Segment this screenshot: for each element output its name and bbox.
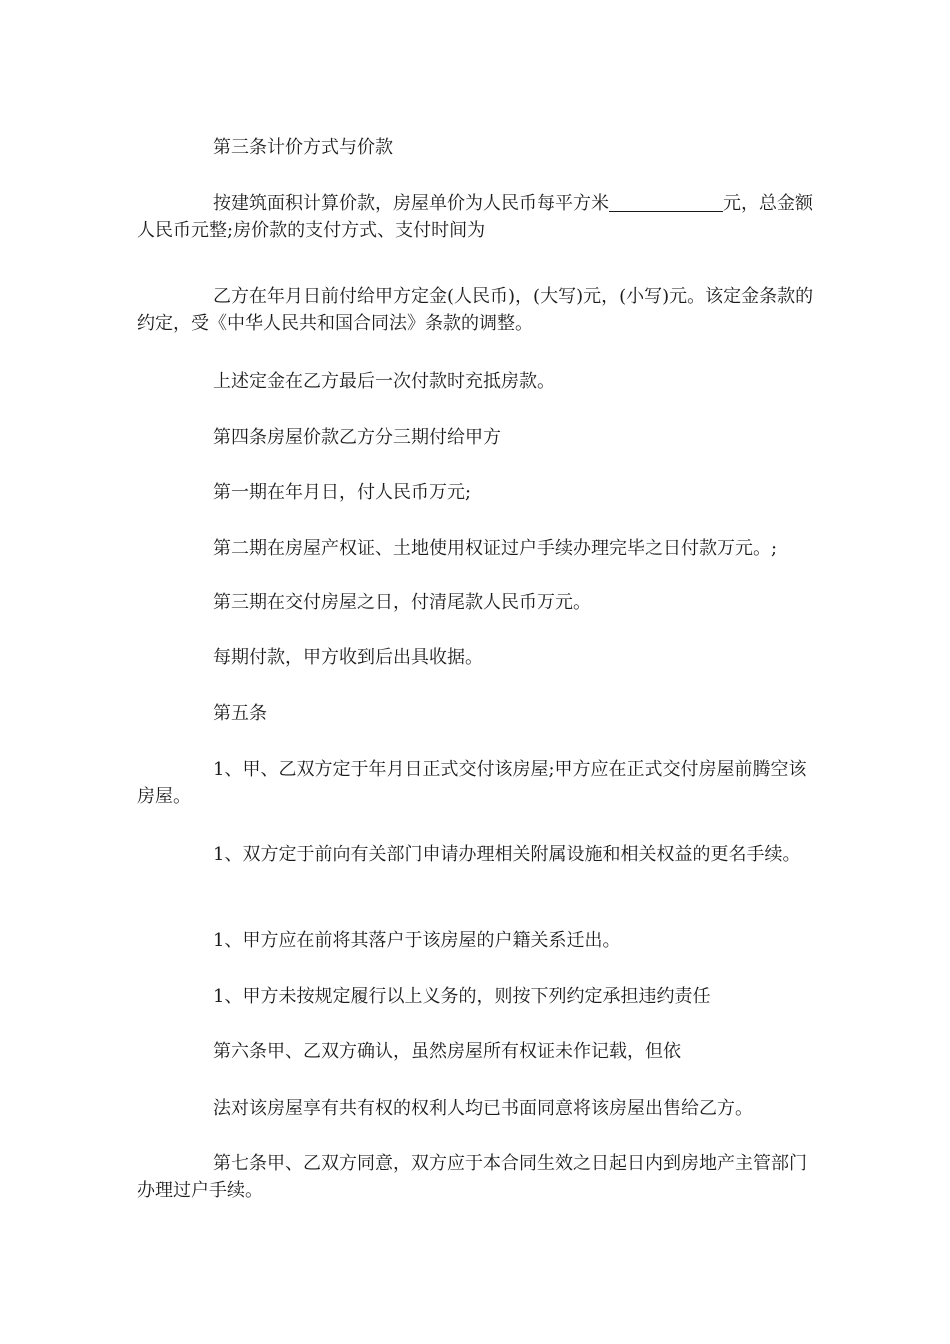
deposit-offset-text: 上述定金在乙方最后一次付款时充抵房款。 xyxy=(213,371,555,392)
price-blank-line xyxy=(609,193,723,212)
article-5-item-rename xyxy=(137,841,817,868)
co-owner-consent-text: 法对该房屋享有共有权的权利人均已书面同意将该房屋出售给乙方。 xyxy=(213,1098,753,1119)
article-7-text: 第七条甲、乙双方同意，双方应于本合同生效之日起日内到房地产主管部门办理过户手续。 xyxy=(137,1153,807,1201)
deposit-text: 乙方在年月日前付给甲方定金(人民币)，(大写)元，(小写)元。该定金条款的约定，受《中华人民共和国合同法》条款的调整。 xyxy=(137,286,814,334)
installment-2-text: 第二期在房屋产权证、土地使用权证过户手续办理完毕之日付款万元。; xyxy=(213,538,778,559)
article-5-heading xyxy=(137,700,817,727)
article-4-heading xyxy=(137,424,817,451)
article-7-paragraph xyxy=(137,1150,817,1204)
co-owner-consent xyxy=(137,1095,817,1122)
article-6-heading xyxy=(137,1038,817,1065)
article-5-item-breach xyxy=(137,983,817,1010)
article-4-heading-text: 第四条房屋价款乙方分三期付给甲方 xyxy=(213,427,501,448)
installment-3 xyxy=(137,589,817,616)
price-text-part1: 按建筑面积计算价款，房屋单价为人民币每平方米 xyxy=(213,193,609,214)
deposit-paragraph xyxy=(137,283,817,337)
rename-text: 1、双方定于前向有关部门申请办理相关附属设施和相关权益的更名手续。 xyxy=(213,844,801,865)
breach-text: 1、甲方未按规定履行以上义务的，则按下列约定承担违约责任 xyxy=(213,986,711,1007)
article-6-text: 第六条甲、乙双方确认，虽然房屋所有权证未作记载，但依 xyxy=(213,1041,681,1062)
installment-1-text: 第一期在年月日，付人民币万元; xyxy=(213,482,472,503)
price-paragraph xyxy=(137,190,817,244)
article-3-heading-text: 第三条计价方式与价款 xyxy=(213,137,393,158)
article-5-item-household xyxy=(137,927,817,954)
receipt-text: 每期付款，甲方收到后出具收据。 xyxy=(213,647,483,668)
delivery-text: 1、甲、乙双方定于年月日正式交付该房屋;甲方应在正式交付房屋前腾空该房屋。 xyxy=(137,759,807,807)
price-text-part2: 元，总金额人民币元整;房价款的支付方式、支付时间为 xyxy=(137,193,813,241)
receipt-paragraph xyxy=(137,644,817,671)
household-text: 1、甲方应在前将其落户于该房屋的户籍关系迁出。 xyxy=(213,930,621,951)
deposit-offset-paragraph xyxy=(137,368,817,395)
article-5-item-delivery xyxy=(137,756,817,810)
article-5-heading-text: 第五条 xyxy=(213,703,267,724)
article-3-heading xyxy=(137,134,817,161)
installment-1 xyxy=(137,479,817,506)
installment-3-text: 第三期在交付房屋之日，付清尾款人民币万元。 xyxy=(213,592,591,613)
installment-2 xyxy=(137,535,817,562)
